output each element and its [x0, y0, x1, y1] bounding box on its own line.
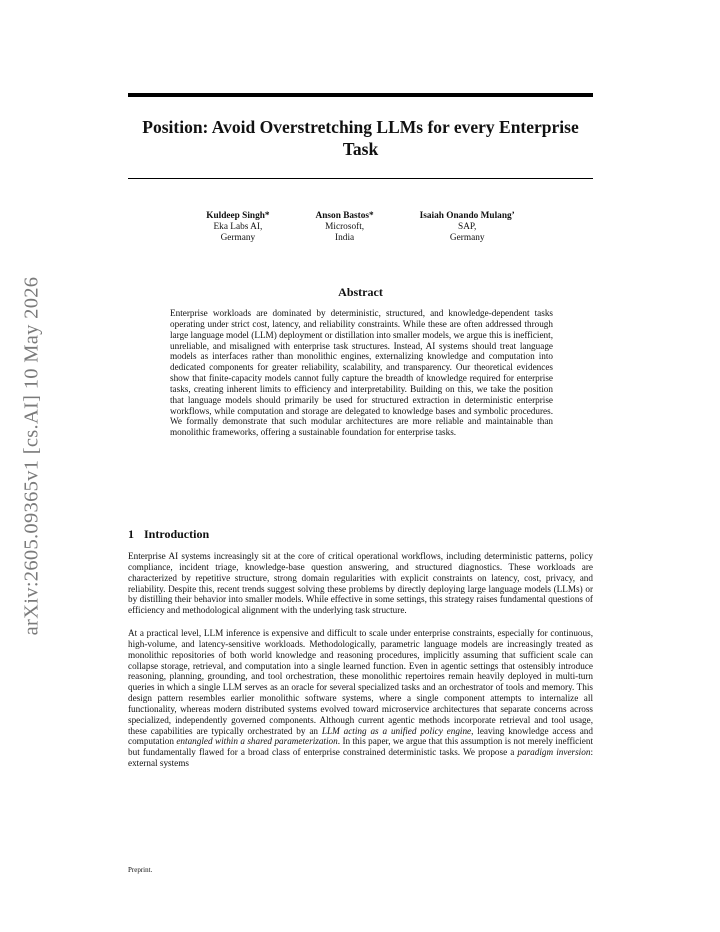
intro-p2-emphasis: LLM acting as a unified policy engine: [321, 725, 472, 736]
author-name: Anson Bastos*: [315, 211, 374, 221]
intro-p2-text: , leaving knowledge access and computation: [128, 725, 593, 747]
intro-p2-emphasis: entangled within a shared parameterization: [176, 736, 338, 747]
intro-paragraph-2: [128, 628, 593, 769]
intro-p2-text: : external systems: [128, 747, 593, 769]
author-affiliation: SAP,: [458, 222, 477, 232]
title-bottom-rule: [128, 178, 593, 179]
intro-paragraph-1: Enterprise AI systems increasingly sit at the core of critical operational workflows, including deterministic patterns, policy compliance, incident triage, knowledge-base question answering, and structured diagnostics. These workloads are characterized by repetitive structure, strong domain regularities with explicit constraints on latency, cost, privacy, and reliability. Despite this, recent trends suggest solving these problems by directly deploying large language models (LLMs) or by distilling their behavior into smaller models. While effective in some settings, this strategy raises fundamental questions of efficiency and methodological alignment with the underlying task structure.: [128, 551, 593, 616]
preprint-footer: Preprint.: [128, 866, 153, 874]
section-heading-introduction: [128, 527, 593, 542]
abstract-text: Enterprise workloads are dominated by deterministic, structured, and knowledge-dependent tasks operating under strict cost, latency, and reliability constraints. While these are often addressed through large language model (LLM) deployment or distillation into smaller models, we argue this is inefficient, unreliable, and misaligned with enterprise task structures. Instead, AI systems should treat language models as interfaces rather than monolithic engines, externalizing knowledge and computation into dedicated components for greater reliability, scalability, and transparency. Our theoretical evidences show that finite-capacity models cannot fully capture the breadth of knowledge required for enterprise tasks, creating inherent limits to efficiency and interpretability. Building on this, we take the position that language models should primarily be used for structured extraction in deterministic enterprise workflows, while computation and storage are delegated to knowledge bases and symbolic procedures. We formally demonstrate that such modular architectures are more reliable and maintainable than monolithic frameworks, offering a sustainable foundation for enterprise tasks.: [170, 308, 553, 438]
intro-p2-text: . In this paper, we argue that this assumption is not merely inefficient but fundamentally flawed for a broad class of enterprise constrained deterministic tasks. We propose a: [128, 736, 593, 758]
intro-p2-text: At a practical level, LLM inference is expensive and difficult to scale under enterprise constraints, especially for continuous, high-volume, and latency-sensitive workloads. Methodologically, parametric language models are increasingly treated as monolithic repositories of both world knowledge and reasoning procedures, implicitly assuming that sufficient scale can collapse storage, retrieval, and computation into a single learned function. Even in agentic settings that ostensibly introduce reasoning, planning, grounding, and tool orchestration, these monolithic repertoires remain heavily deployed in multi-turn queries in which a single LLM serves as an oracle for several specialized tasks and an orchestrator of tools and memory. This design pattern resembles earlier monolithic software systems, where a single component attempts to internalize all functionality, whereas modern distributed systems evolved toward microservice architectures that separate concerns across specialized, independently governed components. Although current agentic methods incorporate retrieval and tool usage, these capabilities are typically orchestrated by an: [128, 628, 593, 736]
author-affiliation: Eka Labs AI,: [213, 222, 263, 232]
author-country: India: [335, 233, 355, 243]
author-affiliation: Microsoft,: [325, 222, 365, 232]
author-entry: [206, 211, 269, 244]
section-number: 1: [128, 527, 134, 541]
author-block: [128, 211, 593, 244]
author-entry: [316, 211, 374, 244]
author-country: Germany: [449, 233, 485, 243]
author-name: Kuldeep Singh*: [206, 211, 270, 221]
title-top-rule: [128, 93, 593, 97]
author-entry: [420, 211, 515, 244]
author-name: Isaiah Onando Mulang’: [419, 211, 515, 221]
section-title: Introduction: [144, 527, 210, 541]
arxiv-sidebar-stamp: [12, 260, 52, 652]
author-country: Germany: [220, 233, 256, 243]
abstract-heading: Abstract: [338, 285, 383, 299]
arxiv-identifier: arXiv:2605.09365v1 [cs.AI] 10 May 2026: [20, 276, 43, 636]
paper-title: Position: Avoid Overstretching LLMs for every Enterprise Task: [142, 117, 579, 159]
intro-p2-emphasis: paradigm inversion: [517, 747, 591, 758]
